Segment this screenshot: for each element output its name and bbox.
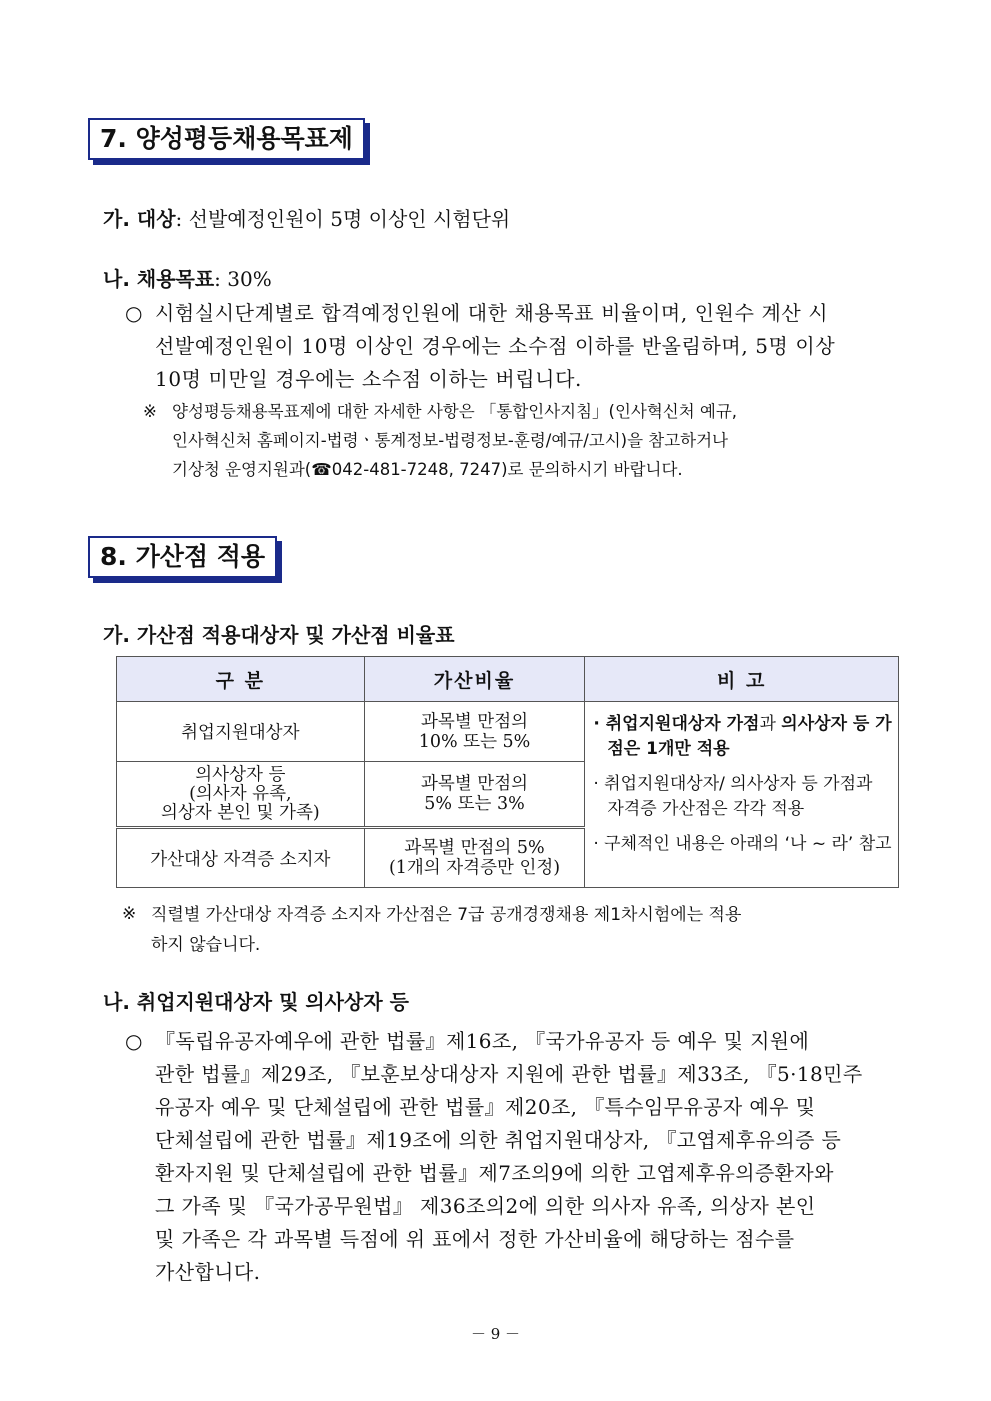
eligibles-line: 가산합니다. — [155, 1260, 261, 1284]
page-number: － 9 － — [470, 1325, 521, 1343]
goal-paragraph — [155, 297, 835, 396]
eligibles-title-text: 나. 취업지원대상자 및 의사상자 등 — [103, 990, 409, 1014]
rate-line: 5% 또는 3% — [424, 794, 525, 814]
remarks-cell — [585, 702, 899, 888]
category-line: (의사자 유족, — [189, 783, 292, 804]
eligibles-line: 및 가족은 각 과목별 득점에 위 표에서 정한 가산비율에 해당하는 점수를 — [155, 1227, 795, 1251]
eligibles-line: 『독립유공자예우에 관한 법률』제16조, 『국가유공자 등 예우 및 지원에 — [155, 1029, 810, 1053]
rate-line: 과목별 만점의 — [421, 774, 529, 794]
section-8-eligibles-title — [103, 986, 409, 1015]
table-title-text: 가. 가산점 적용대상자 및 가산점 비율표 — [103, 623, 455, 647]
remark-1: · 취업지원대상자 가점과 의사상자 등 가점은 1개만 적용 — [593, 714, 892, 759]
section-7-title: 7. 양성평등채용목표제 — [88, 118, 365, 160]
section-8-title: 8. 가산점 적용 — [88, 536, 277, 578]
table-note-mark: ※ — [122, 904, 137, 924]
eligibles-line: 환자지원 및 단체설립에 관한 법률』제7조의9에 의한 고엽제후유의증환자와 — [155, 1161, 834, 1185]
bullet-mark: ○ — [125, 301, 143, 325]
goal-note-line: 기상청 운영지원과(☎042-481-7248, 7247)로 문의하시기 바랍니다. — [172, 460, 683, 479]
rate-line: 과목별 만점의 5% — [404, 838, 545, 858]
row-rate — [364, 702, 585, 762]
section-8-table-title — [103, 619, 455, 648]
rate-line: (1개의 자격증만 인정) — [388, 858, 561, 878]
bonus-points-table — [116, 656, 899, 888]
header-remarks: 비 고 — [585, 657, 899, 702]
header-category: 구 분 — [117, 657, 365, 702]
table-header-row — [117, 657, 899, 702]
table-note-line: 직렬별 가산대상 자격증 소지자 가산점은 7급 공개경쟁채용 제1차시험에는 적용 — [151, 905, 742, 925]
note-mark: ※ — [143, 402, 157, 421]
header-rate: 가산비율 — [364, 657, 585, 702]
eligibles-bullet: ○ — [125, 1029, 143, 1053]
category-line: 의사상자 등 — [195, 764, 286, 785]
rate-line: 10% 또는 5% — [418, 731, 531, 752]
table-row — [117, 702, 899, 762]
eligibles-line: 유공자 예우 및 단체설립에 관한 법률』제20조, 『특수임무유공자 예우 및 — [155, 1095, 816, 1119]
row-category: 가산대상 자격증 소지자 — [117, 828, 365, 888]
goal-note — [172, 397, 737, 484]
table-note-line: 하지 않습니다. — [151, 935, 261, 955]
row-category — [117, 762, 365, 828]
eligibles-paragraph — [155, 1025, 863, 1289]
row-category: 취업지원대상자 — [117, 702, 365, 762]
eligibles-line: 그 가족 및 『국가공무원법』 제36조의2에 의한 의사자 유족, 의상자 본인 — [155, 1194, 816, 1218]
goal-paragraph-line: 선발예정인원이 10명 이상인 경우에는 소수점 이하를 반올림하며, 5명 이상 — [155, 334, 836, 358]
table-note — [151, 900, 741, 960]
goal-paragraph-line: 10명 미만일 경우에는 소수점 이하는 버립니다. — [155, 367, 582, 391]
eligibles-line: 단체설립에 관한 법률』제19조에 의한 취업지원대상자, 『고엽제후유의증 등 — [155, 1128, 842, 1152]
goal-label: 나. 채용목표 — [103, 267, 215, 291]
eligibles-line: 관한 법률』제29조, 『보훈보상대상자 지원에 관한 법률』제33조, 『5·18민주 — [155, 1062, 863, 1086]
category-line: 의상자 본인 및 가족) — [160, 802, 320, 823]
target-label: 가. 대상 — [103, 207, 176, 231]
section-7-target — [103, 203, 510, 232]
remark-2: · 취업지원대상자/ 의사상자 등 가점과 자격증 가산점은 각각 적용 — [593, 774, 873, 819]
row-rate — [364, 828, 585, 888]
row-rate — [364, 762, 585, 828]
rate-line: 과목별 만점의 — [421, 711, 529, 732]
goal-note-line: 인사혁신처 홈페이지-법령ㆍ통계정보-법령정보-훈령/예규/고시)을 참고하거나 — [172, 431, 728, 450]
goal-paragraph-line: 시험실시단계별로 합격예정인원에 대한 채용목표 비율이며, 인원수 계산 시 — [155, 301, 829, 325]
section-7-goal — [103, 263, 272, 292]
target-text: : 선발예정인원이 5명 이상인 시험단위 — [175, 207, 511, 231]
goal-note-line: 양성평등채용목표제에 대한 자세한 사항은 「통합인사지침」(인사혁신처 예규, — [172, 402, 738, 421]
remark-3: · 구체적인 내용은 아래의 ‘나 ~ 라’ 참고 — [593, 834, 892, 854]
goal-text: : 30% — [214, 267, 272, 291]
